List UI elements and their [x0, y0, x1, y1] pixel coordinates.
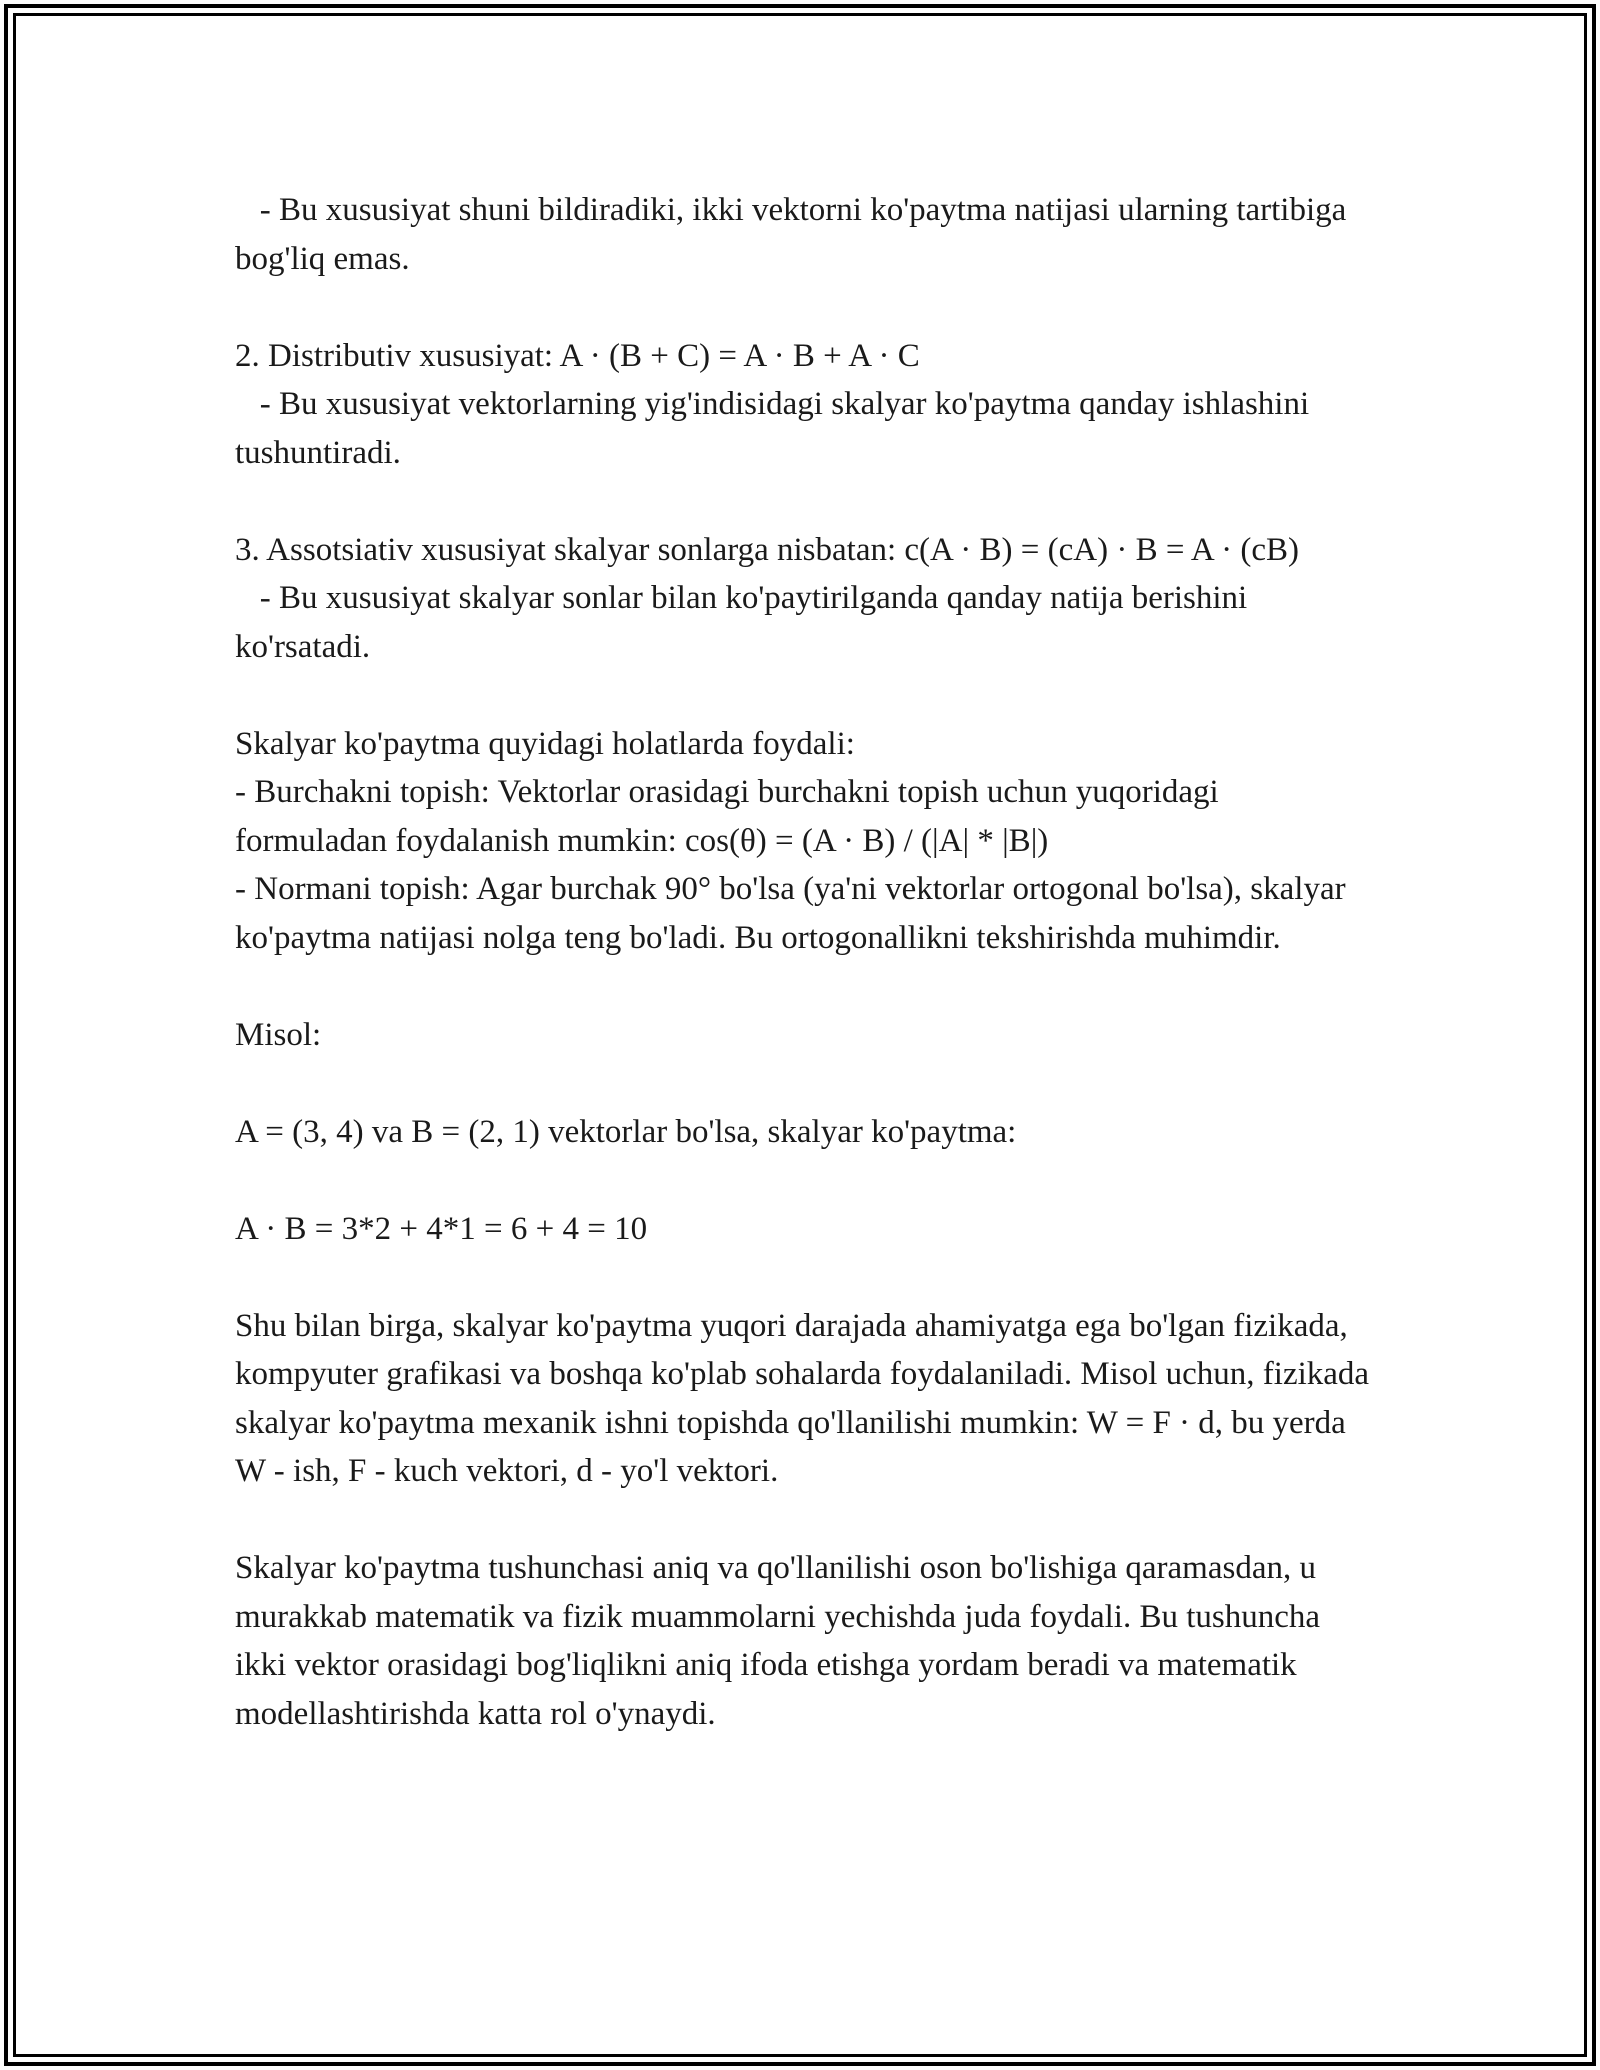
paragraph-example-vectors: A = (3, 4) va B = (2, 1) vektorlar bo'lsa, skalyar ko'paytma:: [235, 1113, 1017, 1150]
paragraph-spacer: [235, 1059, 1375, 1108]
paragraph-commutative-note: - Bu xususiyat shuni bildiradiki, ikki vektorni ko'paytma natijasi ularning tartibiga bog'liq emas.: [235, 192, 1355, 277]
paragraph-distributive: 2. Distributiv xususiyat: A · (B + C) = A · B + A · C - Bu xususiyat vektorlarning yig'indisidagi skalyar ko'paytma qanday ishlashini tushuntiradi.: [235, 337, 1310, 471]
paragraph-uses: Skalyar ko'paytma quyidagi holatlarda foydali: - Burchakni topish: Vektorlar orasidagi burchakni topish uchun yuqoridagi formuladan foydalanish mumkin: cos(θ) = (A · B) / (|A| * |B|) - Normani topish: Agar burchak 90° bo'lsa (ya'ni vektorlar ortogonal bo'lsa), skalyar ko'paytma natijasi nolga teng bo'ladi. Bu ortogonallikni tekshirishda muhimdir.: [235, 725, 1346, 956]
document-body: [235, 186, 1378, 1738]
paragraph-spacer: [235, 1253, 1375, 1302]
paragraph-conclusion: Skalyar ko'paytma tushunchasi aniq va qo'llanilishi oson bo'lishiga qaramasdan, u murakkab matematik va fizik muammolarni yechishda juda foydali. Bu tushuncha ikki vektor orasidagi bog'liqlikni aniq ifoda etishga yordam beradi va matematik modellashtirishda katta rol o'ynaydi.: [235, 1550, 1329, 1732]
paragraph-spacer: [235, 1496, 1375, 1545]
paragraph-applications: Shu bilan birga, skalyar ko'paytma yuqori darajada ahamiyatga ega bo'lgan fizikada, kompyuter grafikasi va boshqa ko'plab sohalarda foydalaniladi. Misol uchun, fizikada skalyar ko'paytma mexanik ishni topishda qo'llanilishi mumkin: W = F · d, bu yerda W - ish, F - kuch vektori, d - yo'l vektori.: [235, 1307, 1378, 1489]
paragraph-example-result: A · B = 3*2 + 4*1 = 6 + 4 = 10: [235, 1210, 648, 1247]
paragraph-spacer: [235, 671, 1375, 720]
paragraph-example-heading: Misol:: [235, 1016, 322, 1053]
paragraph-spacer: [235, 283, 1375, 332]
paragraph-spacer: [235, 477, 1375, 526]
paragraph-associative: 3. Assotsiativ xususiyat skalyar sonlarga nisbatan: c(A · B) = (cA) · B = A · (cB) - Bu xususiyat skalyar sonlar bilan ko'paytirilganda qanday natija berishini ko'rsatadi.: [235, 531, 1300, 665]
paragraph-spacer: [235, 1156, 1375, 1205]
paragraph-spacer: [235, 962, 1375, 1011]
